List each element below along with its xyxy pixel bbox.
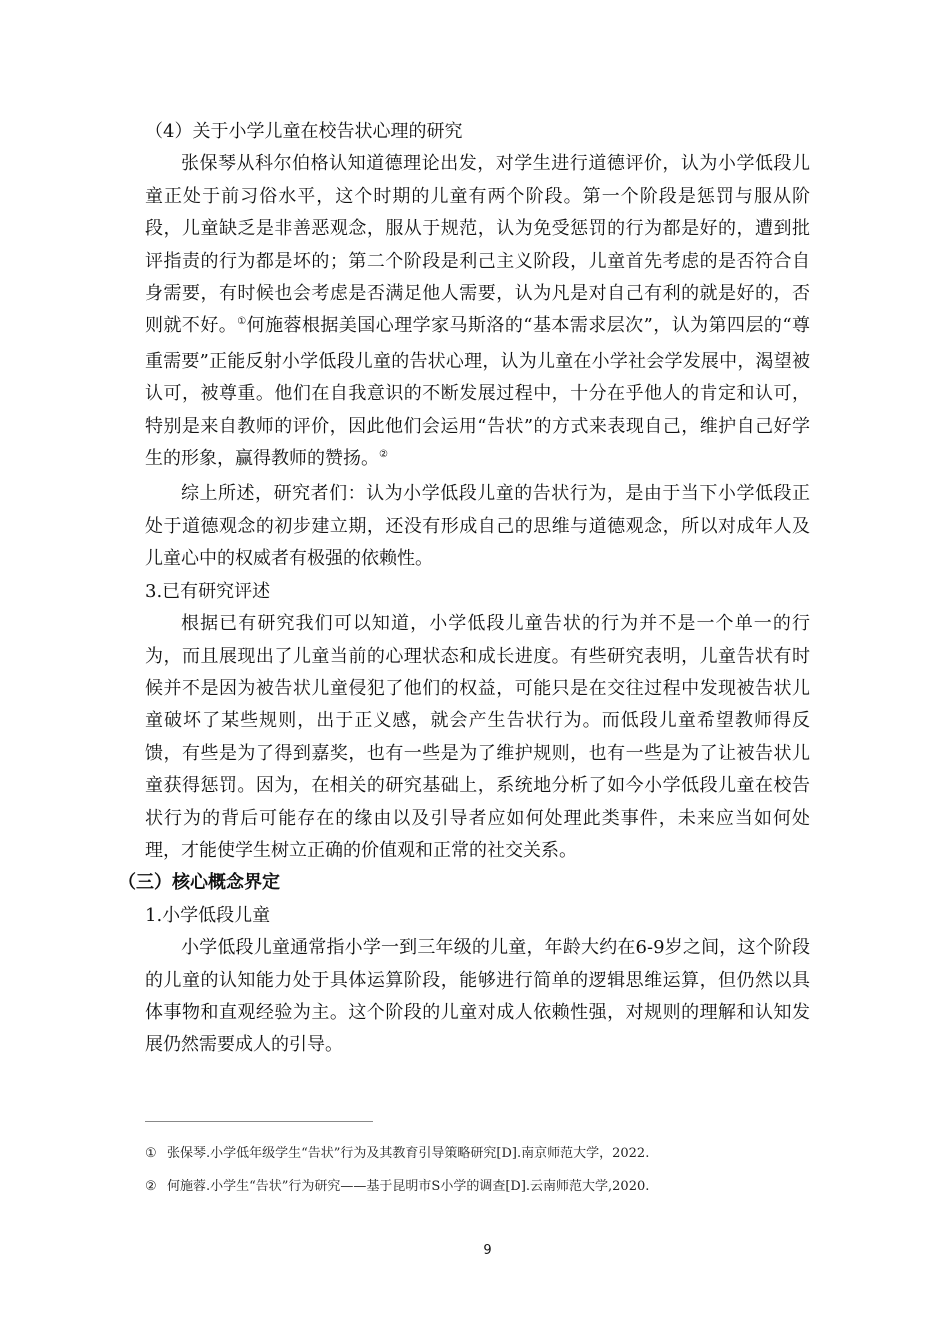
footnote-divider: [145, 1121, 373, 1122]
footnote-text: 何施蓉.小学生“告状”行为研究——基于昆明市S小学的调查[D].云南师范大学,2020.: [167, 1179, 650, 1194]
paragraph-zhang-he: [145, 148, 810, 478]
footnote-text: 张保琴.小学低年级学生“告状”行为及其教育引导策略研究[D].南京师范大学，2022.: [167, 1146, 650, 1161]
sub-heading-lower-grade-children: 1.小学低段儿童: [145, 904, 271, 926]
paragraph-text: 张保琴从科尔伯格认知道德理论出发，对学生进行道德评价，认为小学低段儿童正处于前习俗水平，这个时期的儿童有两个阶段。第一个阶段是惩罚与服从阶段，儿童缺乏是非善恶观念，服从于规范，认为免受惩罚的行为都是好的，遭到批评指责的行为都是坏的；第二个阶段是利己主义阶段，儿童首先考虑的是否符合自身需要，有时候也会考虑是否满足他人需要，认为凡是对自己有利的就是好的，否则就不好。: [145, 153, 810, 337]
footnote-mark: ②: [145, 1179, 157, 1194]
footnote-ref-2[interactable]: ②: [379, 449, 388, 461]
footnote-mark: ①: [145, 1146, 157, 1161]
section-heading-core-concepts: （三）核心概念界定: [118, 872, 280, 894]
footnote-ref-1[interactable]: ①: [237, 316, 247, 328]
footnote-2: [145, 1173, 810, 1201]
footnote-1: [145, 1140, 810, 1168]
paragraph-definition: 小学低段儿童通常指小学一到三年级的儿童，年龄大约在6-9岁之间，这个阶段的儿童的认知能力处于具体运算阶段，能够进行简单的逻辑思维运算，但仍然以具体事物和直观经验为主。这个阶段的儿童对成人依赖性强，对规则的理解和认知发展仍然需要成人的引导。: [145, 937, 810, 1056]
paragraph-summary: 综上所述，研究者们：认为小学低段儿童的告状行为，是由于当下小学低段正处于道德观念的初步建立期，还没有形成自己的思维与道德观念，所以对成年人及儿童心中的权威者有极强的依赖性。: [145, 483, 810, 570]
paragraph-review: 根据已有研究我们可以知道，小学低段儿童告状的行为并不是一个单一的行为，而且展现出了儿童当前的心理状态和成长进度。有些研究表明，儿童告状有时候并不是因为被告状儿童侵犯了他们的权益，可能只是在交往过程中发现被告状儿童破坏了某些规则，出于正义感，就会产生告状行为。而低段儿童希望教师得反馈，有些是为了得到嘉奖，也有一些是为了维护规则，也有一些是为了让被告状儿童获得惩罚。因为，在相关的研究基础上，系统地分析了如今小学低段儿童在校告状行为的背后可能存在的缘由以及引导者应如何处理此类事件，未来应当如何处理，才能使学生树立正确的价值观和正常的社交关系。: [145, 613, 810, 861]
section-heading-review: 3.已有研究评述: [145, 580, 271, 602]
footnotes: [145, 1140, 810, 1206]
section-heading-4: （4）关于小学儿童在校告状心理的研究: [145, 121, 463, 142]
paragraph-text: 何施蓉根据美国心理学家马斯洛的“基本需求层次”，认为第四层的“尊重需要”正能反射小学低段儿童的告状心理，认为儿童在小学社会学发展中，渴望被认可，被尊重。他们在自我意识的不断发展过程中，十分在乎他人的肯定和认可，特别是来自教师的评价，因此他们会运用“告状”的方式来表现自己，维护自己好学生的形象，赢得教师的赞扬。: [145, 315, 811, 470]
main-text: [118, 116, 811, 1062]
page-number: 9: [483, 1243, 492, 1258]
